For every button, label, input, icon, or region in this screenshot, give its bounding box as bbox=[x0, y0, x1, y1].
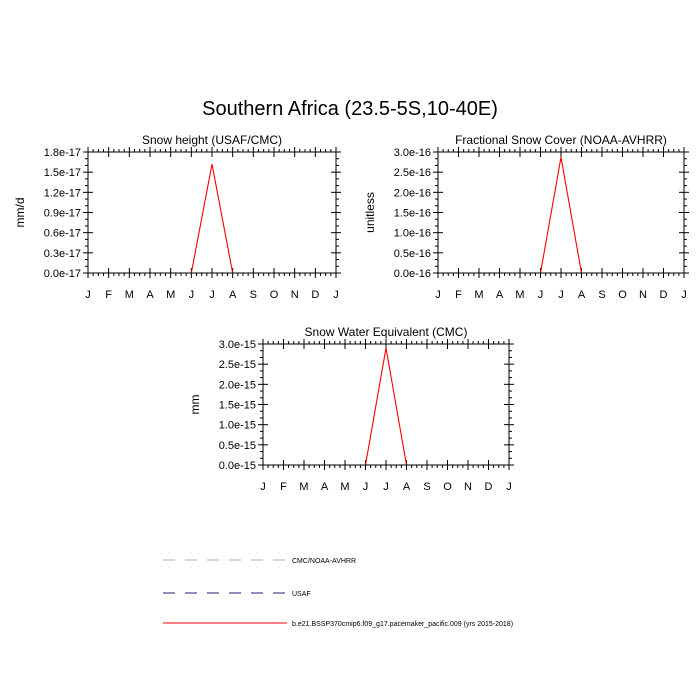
x-tick-label: O bbox=[618, 289, 627, 301]
y-tick-label: 1.0e-16 bbox=[393, 227, 431, 240]
x-tick-label: M bbox=[474, 289, 484, 301]
x-tick-label: F bbox=[280, 481, 287, 493]
x-tick-label: F bbox=[455, 289, 462, 301]
x-tick-label: J bbox=[681, 289, 687, 301]
x-tick-label: J bbox=[260, 481, 266, 493]
series-line bbox=[88, 164, 336, 273]
x-tick-label: J bbox=[537, 289, 544, 301]
panel-2 bbox=[363, 133, 689, 301]
panel-1 bbox=[13, 133, 341, 301]
y-tick-label: 1.5e-15 bbox=[218, 399, 256, 412]
plot-frame bbox=[263, 344, 509, 465]
x-tick-label: N bbox=[290, 289, 299, 301]
x-tick-label: J bbox=[383, 481, 389, 493]
x-tick-label: J bbox=[188, 289, 195, 301]
legend bbox=[163, 558, 513, 628]
legend-label: USAF bbox=[292, 591, 311, 598]
series-line bbox=[438, 157, 684, 273]
x-tick-label: J bbox=[333, 289, 339, 301]
y-tick-label: 0.0e-17 bbox=[43, 268, 81, 280]
y-tick-label: 2.0e-15 bbox=[218, 379, 256, 392]
x-tick-label: S bbox=[598, 289, 606, 301]
y-axis-label: unitless bbox=[363, 192, 377, 233]
plot-frame bbox=[88, 152, 336, 273]
y-tick-label: 0.0e-16 bbox=[393, 268, 431, 280]
x-tick-label: O bbox=[443, 481, 452, 493]
panel-title: Snow height (USAF/CMC) bbox=[141, 133, 283, 147]
figure-title: Southern Africa (23.5-5S,10-40E) bbox=[202, 98, 498, 120]
x-tick-label: M bbox=[299, 481, 309, 493]
y-tick-label: 0.5e-15 bbox=[218, 439, 256, 452]
y-tick-label: 1.8e-17 bbox=[43, 147, 81, 159]
x-tick-label: A bbox=[320, 481, 329, 493]
x-tick-label: M bbox=[515, 289, 525, 301]
x-tick-label: J bbox=[209, 289, 215, 301]
series-line bbox=[263, 348, 509, 465]
y-tick-label: 0.0e-15 bbox=[218, 460, 256, 472]
x-tick-label: A bbox=[495, 289, 504, 301]
y-tick-label: 1.5e-16 bbox=[393, 207, 431, 220]
x-tick-label: J bbox=[362, 481, 369, 493]
x-tick-label: S bbox=[249, 289, 258, 301]
panel-title: Fractional Snow Cover (NOAA-AVHRR) bbox=[455, 133, 667, 147]
x-tick-label: F bbox=[105, 289, 113, 301]
x-tick-label: O bbox=[269, 289, 279, 301]
x-tick-label: N bbox=[464, 481, 472, 493]
x-tick-label: D bbox=[659, 289, 668, 301]
y-tick-label: 0.6e-17 bbox=[43, 227, 81, 240]
x-tick-label: J bbox=[558, 289, 564, 301]
y-axis-label: mm/d bbox=[13, 197, 27, 228]
legend-label: b.e21.BSSP370cmip6.f09_g17.pacemaker_pacific.009 (yrs 2015-2018) bbox=[292, 621, 514, 628]
x-tick-label: J bbox=[85, 289, 91, 301]
y-tick-label: 0.9e-17 bbox=[43, 207, 81, 220]
x-tick-label: N bbox=[639, 289, 647, 301]
y-tick-label: 2.5e-16 bbox=[393, 167, 431, 180]
x-tick-label: M bbox=[340, 481, 350, 493]
x-tick-label: M bbox=[124, 289, 134, 301]
y-tick-label: 3.0e-15 bbox=[218, 339, 256, 351]
y-tick-label: 0.5e-16 bbox=[393, 247, 431, 260]
y-tick-label: 2.5e-15 bbox=[218, 359, 256, 372]
x-tick-label: D bbox=[311, 289, 320, 301]
x-tick-label: S bbox=[423, 481, 431, 493]
y-tick-label: 1.0e-15 bbox=[218, 419, 256, 432]
y-tick-label: 1.5e-17 bbox=[43, 167, 81, 180]
x-tick-label: M bbox=[166, 289, 176, 301]
x-tick-label: J bbox=[435, 289, 441, 301]
x-tick-label: D bbox=[484, 481, 493, 493]
x-tick-label: A bbox=[228, 289, 237, 301]
y-tick-label: 3.0e-16 bbox=[393, 147, 431, 159]
y-tick-label: 0.3e-17 bbox=[43, 247, 81, 260]
x-tick-label: A bbox=[577, 289, 586, 301]
x-tick-label: A bbox=[146, 289, 154, 301]
legend-label: CMC/NOAA-AVHRR bbox=[292, 558, 357, 565]
y-tick-label: 2.0e-16 bbox=[393, 187, 431, 200]
x-tick-label: A bbox=[402, 481, 411, 493]
panel-title: Snow Water Equivalent (CMC) bbox=[304, 325, 468, 339]
plot-frame bbox=[438, 152, 684, 273]
y-axis-label: mm bbox=[188, 394, 202, 415]
panel-3 bbox=[188, 325, 514, 493]
x-tick-label: J bbox=[506, 481, 512, 493]
y-tick-label: 1.2e-17 bbox=[43, 187, 81, 200]
